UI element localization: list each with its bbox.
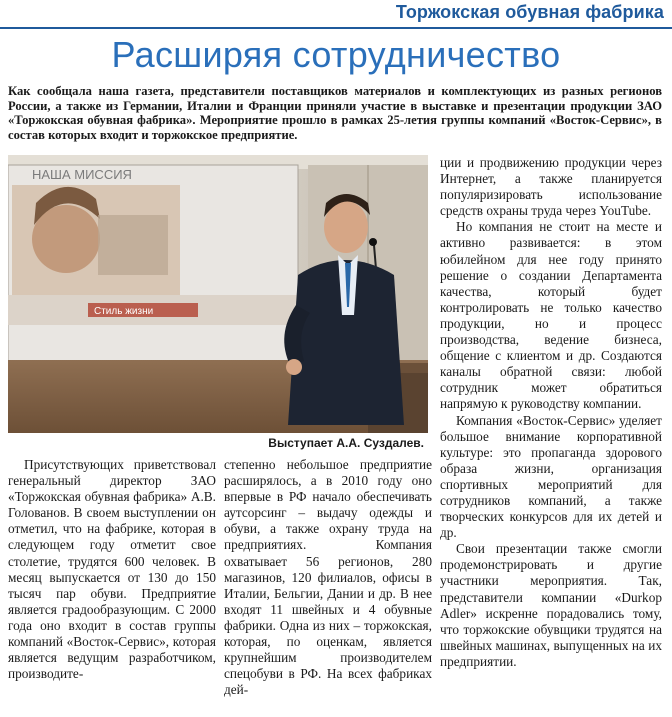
- article-headline: Расширяя сотрудничество: [111, 34, 561, 75]
- paragraph: Но компания не стоит на месте и активно развивается: в этом юбилейном для нее году принято решение о создании Департамента качества, который будет контролировать не только качество продукции, но и процесс производства, ведение бизнеса, общение с клиентом и др. Создаются каналы обратной связи: любой сотрудник может обратиться напрямую к руководству компании.: [440, 219, 662, 412]
- body-column-3: [440, 155, 662, 670]
- slide-subtitle: Стиль жизни: [94, 306, 154, 317]
- slide-title: НАША МИССИЯ: [32, 167, 132, 182]
- paragraph: Присутствующих приветствовал генеральный директор ЗАО «Торжокская обувная фабрика» А.В. Голованов. В своем выступлении он отметил, что на фабрике, которая в следующем году отметит свое столетие, трудятся 600 человек. В месяц выпускается от 130 до 150 тысяч пар обуви. Предприятие является градообразующим. С 2000 года оно входит в состав группы компаний «Восток-Сервис», которая является ведущим разработчиком, производите-: [8, 457, 216, 682]
- section-title: Торжокская обувная фабрика: [395, 2, 664, 22]
- body-column-2: [224, 457, 432, 698]
- body-column-1: [8, 457, 216, 682]
- paragraph: Свои презентации также смогли продемонстрировать и другие участники мероприятия. Так, представители компании «Durkop Adler» искренне порадовались тому, что торжокские обувщики трудятся на швейных машинах, выпущенных на их предприятии.: [440, 541, 662, 669]
- photo-illustration: [8, 155, 428, 433]
- paragraph: степенно небольшое предприятие расширялось, а в 2010 году оно впервые в РФ начало обеспечивать аутсорсинг – выдачу одежды и обуви, а также охрану труда на предприятиях. Компания охватывает 56 регионов, 280 магазинов, 120 филиалов, офисы в Италии, Бельгии, Дании и др. В нее входят 11 швейных и 4 обувные фабрики. Одна из них – торжокская, которая, по оценкам, является крупнейшим производителем спецобуви в РФ. На всех фабриках дей-: [224, 457, 432, 698]
- photo-caption: Выступает А.А. Суздалев.: [268, 436, 424, 450]
- paragraph: ции и продвижению продукции через Интернет, а также планируется популяризировать использование средств охраны труда через YouTube.: [440, 155, 662, 219]
- article-photo: [8, 155, 428, 433]
- header-rule: [0, 27, 672, 29]
- page-header: [0, 0, 672, 24]
- article-lead: Как сообщала наша газета, представители поставщиков материалов и комплектующих из разных регионов России, а также из Германии, Италии и Франции приняли участие в выставке и презентации продукции ЗАО «Торжокская обувная фабрика». Мероприятие прошло в рамках 25-летия группы компаний «Восток-Сервис», в состав которых входит и торжокское предприятие.: [8, 84, 662, 142]
- paragraph: Компания «Восток-Сервис» уделяет большое внимание корпоративной культуре: это пропаганда здорового образа жизни, организация спортивных мероприятий для сотрудников компаний, а также творческих конкурсов для их детей и др.: [440, 412, 662, 541]
